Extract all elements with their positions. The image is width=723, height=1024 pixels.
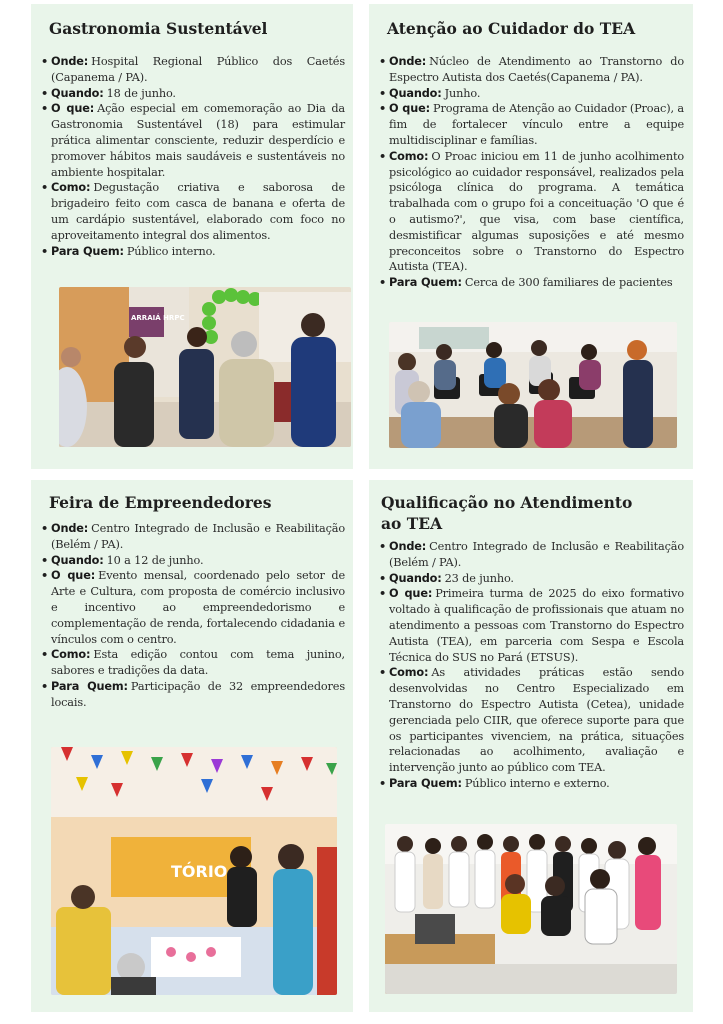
item-oque [379,586,684,665]
info-list [379,539,684,792]
value-quando: 23 de junho. [444,571,514,585]
item-oque [379,101,684,148]
item-onde [41,54,345,86]
photo-feira-junina [51,747,337,995]
item-como [41,180,345,243]
item-quando [379,86,684,102]
card-title: Gastronomia Sustentável [49,19,268,38]
info-list [41,54,345,259]
value-para-quem: Público interno e externo. [464,776,610,790]
label-como: Como: [389,149,429,163]
item-como [379,149,684,275]
value-para-quem: Cerca de 300 familiares de pacientes [464,276,673,290]
label-como: Como: [389,666,429,680]
item-oque [41,568,345,647]
label-quando: Quando: [51,86,104,100]
card-title: Feira de Empreendedores [49,493,272,512]
card-feira-empreendedores [31,480,353,1012]
label-oque: O que: [389,102,431,116]
label-onde: Onde: [389,540,427,553]
info-list [379,54,684,291]
label-oque: O que: [389,587,433,601]
value-onde: Hospital Regional Público dos Caetés (Capanema / PA). [51,55,345,84]
card-title: Atenção ao Cuidador do TEA [387,19,636,38]
value-como: O Proac iniciou em 11 de junho acolhimento psicológico ao cuidador responsável, realizados pela psicóloga clínica do programa. A temática trabalhada com o grupo foi a conceituação 'O que é o autismo?', que visa, com base científica, desmistificar algumas suposições e até mesmo preconceitos sobre o Transtorno do Espectro Autista (TEA). [389,149,684,274]
label-onde: Onde: [51,55,89,68]
label-quando: Quando: [389,86,442,100]
value-onde: Centro Integrado de Inclusão e Reabilitação (Belém / PA). [389,540,684,569]
value-para-quem: Participação de 32 empreendedores locais. [51,679,345,709]
item-onde [41,521,345,553]
item-como [41,647,345,679]
value-quando: 18 de junho. [106,86,176,100]
value-como: Esta edição contou com tema junino, sabores e tradições da data. [51,648,345,678]
label-para-quem: Para Quem: [51,244,124,258]
photo-brigadeiro-tasting [59,287,351,447]
card-atencao-cuidador-tea [369,4,693,469]
item-oque [41,101,345,180]
item-quando [41,553,345,569]
label-quando: Quando: [51,553,104,567]
label-como: Como: [51,648,91,662]
item-para-quem [379,776,684,792]
value-como: As atividades práticas estão sendo desenvolvidas no Centro Especializado em Transtorno do Espectro Autista (Cetea), unidade gerenciada pelo CIIR, que oferece suporte para que os participantes vivenciem, na prática, situações relacionadas ao acolhimento, avaliação e intervenção junto ao público com TEA. [389,666,684,775]
photo-caregiver-group [389,322,677,448]
value-quando: Junho. [444,86,481,100]
info-list [41,521,345,711]
item-para-quem [41,679,345,711]
item-quando [379,571,684,587]
item-quando [41,86,345,102]
label-onde: Onde: [51,522,89,535]
item-para-quem [41,244,345,260]
value-para-quem: Público interno. [126,244,216,258]
photo-sign-text: TÓRIO [171,862,228,881]
label-como: Como: [51,181,91,195]
label-oque: O que: [51,102,95,116]
value-oque: Programa de Atenção ao Cuidador (Proac), a fim de fortalecer vínculo entre a equipe multidisciplinar e famílias. [389,102,684,147]
item-onde [379,539,684,571]
value-como: Degustação criativa e saborosa de brigadeiro feito com casca de banana e oferta de um cardápio sustentável, elaborado com foco no aproveitamento integral dos alimentos. [51,181,345,242]
item-como [379,665,684,776]
photo-training-group [385,824,677,994]
card-qualificacao-atendimento-tea [369,480,693,1012]
photo-sign-text: ARRAIÁ HRPC [131,314,185,322]
label-onde: Onde: [389,55,427,68]
label-oque: O que: [51,569,96,583]
value-onde: Núcleo de Atendimento ao Transtorno do Espectro Autista dos Caetés(Capanema / PA). [389,55,684,84]
label-para-quem: Para Quem: [389,776,462,790]
label-para-quem: Para Quem: [389,276,462,290]
item-onde [379,54,684,86]
value-quando: 10 a 12 de junho. [106,553,204,567]
label-para-quem: Para Quem: [51,679,128,693]
item-para-quem [379,275,684,291]
value-oque: Ação especial em comemoração ao Dia da Gastronomia Sustentável (18) para estimular prática alimentar consciente, reduzir desperdício e promover hábitos mais saudáveis e sustentáveis no ambiente hospitalar. [51,102,345,179]
card-title: Qualificação no Atendimento ao TEA [381,493,633,533]
value-onde: Centro Integrado de Inclusão e Reabilitação (Belém / PA). [51,522,345,551]
label-quando: Quando: [389,571,442,585]
card-gastronomia-sustentavel [31,4,353,469]
value-oque: Evento mensal, coordenado pelo setor de Arte e Cultura, com proposta de comércio inclusivo e incentivo ao empreendedorismo e complementação de renda, fortalecendo cidadania e vínculos com o centro. [51,569,345,646]
value-oque: Primeira turma de 2025 do eixo formativo voltado à qualificação de profissionais que atuam no atendimento a pessoas com Transtorno do Espectro Autista (TEA), em parceria com Sespa e Escola Técnica do SUS no Pará (ETSUS). [389,587,684,664]
